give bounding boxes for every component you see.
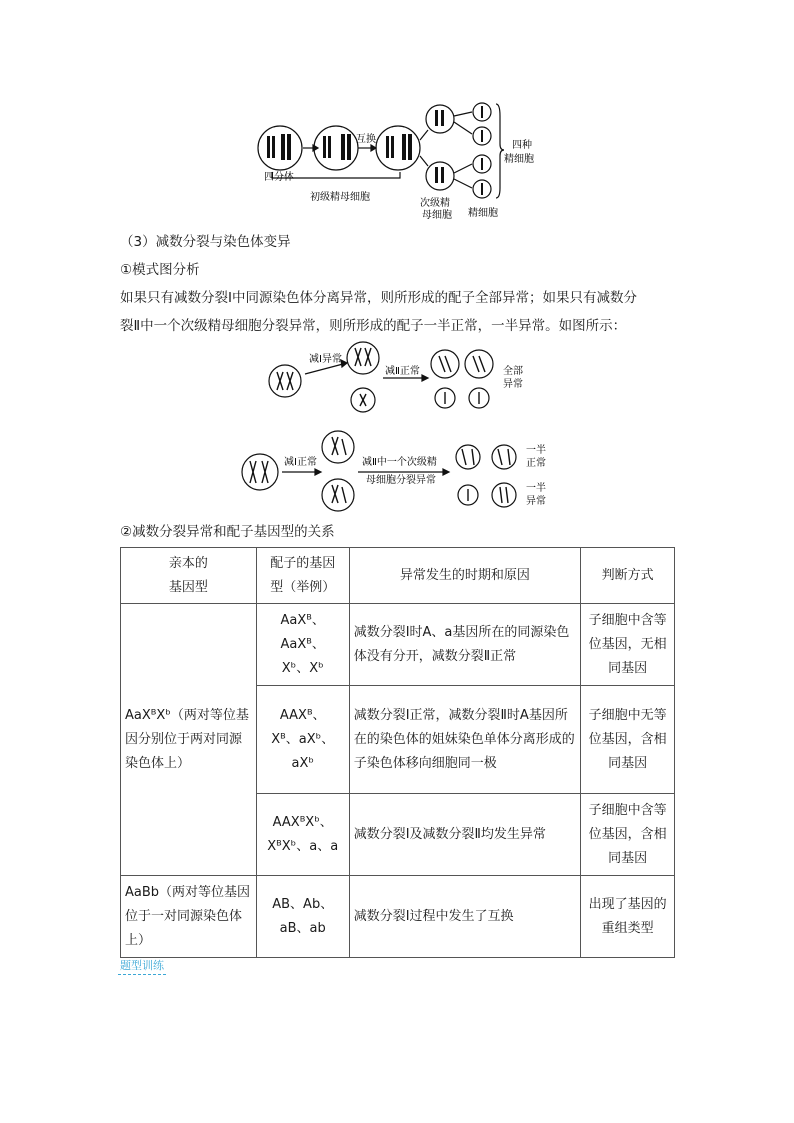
table-row <box>121 876 675 958</box>
gamete-cell <box>256 604 349 686</box>
gamete-line: Xᴮ、aXᵇ、 <box>271 731 335 747</box>
mii-normal-arrow-label: 减Ⅱ正常 <box>385 366 420 377</box>
reason-cell: 减数分裂Ⅰ时A、a基因所在的同源染色体没有分开，减数分裂Ⅱ正常 <box>349 604 580 686</box>
mi-abnormal-arrow-label: 减Ⅰ异常 <box>309 354 342 365</box>
meiosis-ii-abnormal-diagram <box>238 425 558 513</box>
header-gamete-genotype-line-1: 配子的基因 <box>270 555 336 571</box>
table-header-row <box>121 548 675 604</box>
reason-cell: 减数分裂Ⅰ及减数分裂Ⅱ均发生异常 <box>349 794 580 876</box>
gamete-line: Xᵇ、Xᵇ <box>281 660 324 676</box>
primary-spermatocyte-label: 初级精母细胞 <box>310 192 370 203</box>
gamete-line: AaXᴮ、 <box>280 612 325 628</box>
half-normal-label-1: 一半 <box>526 445 546 456</box>
four-types-label-2: 精细胞 <box>504 154 534 165</box>
judgment-cell: 出现了基因的重组类型 <box>581 876 675 958</box>
exchange-label: 互换 <box>356 134 376 145</box>
mii-one-abnormal-arrow-label-2: 母细胞分裂异常 <box>366 475 436 486</box>
gamete-genotype-table <box>120 547 675 958</box>
header-parent-genotype <box>121 548 257 604</box>
gamete-line: XᴮXᵇ、a、a <box>267 838 339 854</box>
all-abnormal-label-2: 异常 <box>503 379 523 390</box>
header-timing-cause: 异常发生的时期和原因 <box>349 548 580 604</box>
gamete-line: aXᵇ <box>291 755 314 771</box>
all-abnormal-label-1: 全部 <box>503 366 523 377</box>
gamete-line: AAXᴮXᵇ、 <box>272 814 333 830</box>
table-row <box>121 604 675 686</box>
secondary-spermatocyte-label-2: 母细胞 <box>422 210 452 221</box>
half-abnormal-label-2: 异常 <box>526 496 546 507</box>
gamete-line: aB、ab <box>279 920 326 936</box>
gamete-cell <box>256 794 349 876</box>
subheading-relationship: ②减数分裂异常和配子基因型的关系 <box>120 524 335 540</box>
gamete-line: AAXᴮ、 <box>279 707 326 723</box>
gamete-cell <box>256 686 349 794</box>
judgment-cell: 子细胞中含等位基因，无相同基因 <box>581 604 675 686</box>
paragraph-line-1: 如果只有减数分裂Ⅰ中同源染色体分离异常，则所形成的配子全部异常；如果只有减数分 <box>120 290 637 306</box>
crossing-over-diagram <box>250 96 540 224</box>
subheading-pattern-analysis: ①模式图分析 <box>120 262 200 278</box>
header-gamete-genotype-line-2: 型（举例） <box>270 579 336 595</box>
parent-genotype-cell-2: AaBb（两对等位基因位于一对同源染色体上） <box>121 876 257 958</box>
gamete-cell <box>256 876 349 958</box>
reason-cell: 减数分裂Ⅰ过程中发生了互换 <box>349 876 580 958</box>
practice-badge: 题型训练 <box>118 958 166 975</box>
gamete-line: AaXᴮ、 <box>280 636 325 652</box>
header-parent-genotype-line-2: 基因型 <box>168 579 208 595</box>
tetrad-label: 四分体 <box>264 172 294 183</box>
header-judgment: 判断方式 <box>581 548 675 604</box>
mii-one-abnormal-arrow-label-1: 减Ⅱ中一个次级精 <box>362 457 437 468</box>
sperm-cell-label: 精细胞 <box>468 208 498 219</box>
header-gamete-genotype <box>256 548 349 604</box>
half-abnormal-label-1: 一半 <box>526 483 546 494</box>
mi-normal-arrow-label: 减Ⅰ正常 <box>284 457 317 468</box>
secondary-spermatocyte-label-1: 次级精 <box>420 198 450 209</box>
header-parent-genotype-line-1: 亲本的 <box>168 555 208 571</box>
judgment-cell: 子细胞中含等位基因，含相同基因 <box>581 794 675 876</box>
parent-genotype-cell-1: AaXᴮXᵇ（两对等位基因分别位于两对同源染色体上） <box>121 604 257 876</box>
section-heading-3: （3）减数分裂与染色体变异 <box>120 234 291 250</box>
paragraph-line-2: 裂Ⅱ中一个次级精母细胞分裂异常，则所形成的配子一半正常，一半异常。如图所示： <box>120 318 627 334</box>
gamete-line: AB、Ab、 <box>272 896 334 912</box>
four-types-label-1: 四种 <box>512 140 532 151</box>
half-normal-label-2: 正常 <box>526 458 546 469</box>
meiosis-i-abnormal-diagram <box>265 338 535 416</box>
reason-cell: 减数分裂Ⅰ正常，减数分裂Ⅱ时A基因所在的染色体的姐妹染色单体分离形成的子染色体移向细胞同一极 <box>349 686 580 794</box>
judgment-cell: 子细胞中无等位基因，含相同基因 <box>581 686 675 794</box>
